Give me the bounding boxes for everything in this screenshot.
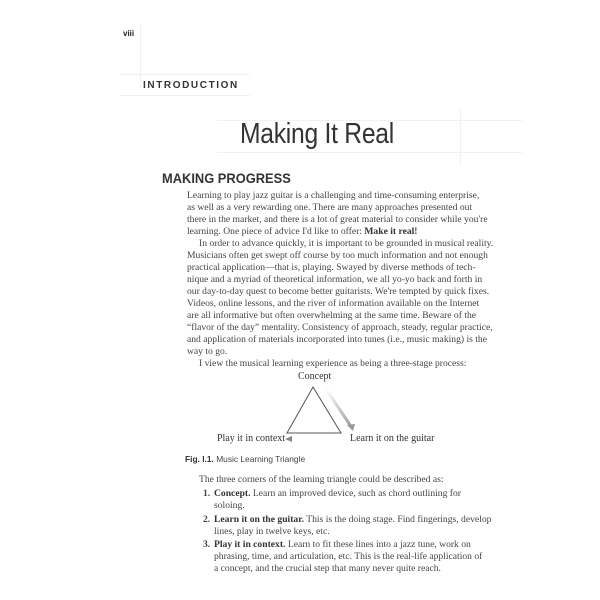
body-line: In order to advance quickly, it is important to be grounded in musical reality. (199, 238, 494, 249)
arrow-concept-to-guitar (326, 389, 355, 431)
list-text: This is the doing stage. Find fingerings, develop (306, 514, 492, 525)
list-number: 1. (203, 488, 211, 499)
list-item-line: lines, play in twelve keys, etc. (214, 526, 330, 537)
figure-caption (185, 454, 305, 464)
body-line: Musicians often get swept off course by too much information and not enough (187, 250, 488, 261)
list-term: Learn it on the guitar. (214, 514, 304, 525)
body-line: as well as a very rewarding one. There are many approaches presented out (187, 202, 473, 213)
triangle-shape (287, 387, 341, 433)
list-item (214, 539, 471, 551)
figure-label-play: Play it in context (217, 433, 286, 444)
chapter-title: Making It Real (240, 118, 394, 150)
list-intro: The three corners of the learning triangle could be described as: (199, 474, 444, 485)
body-line: are all informative but often overwhelming at the same time. Beware of the (187, 310, 477, 321)
section-label: INTRODUCTION (143, 80, 239, 91)
body-line: practical application—that is, playing. Swayed by diverse methods of tech- (187, 262, 476, 273)
figure-label-learn: Learn it on the guitar (350, 433, 435, 444)
body-line: there in the market, and there is a lot of great material to consider while you're (187, 214, 488, 225)
arrow-guitar-to-context (285, 436, 345, 442)
body-line: way to go. (187, 346, 228, 357)
body-line: and application of materials incorporated into tunes (i.e., music making) is the (187, 334, 487, 345)
list-item (214, 488, 461, 500)
list-term: Play it in context. (214, 539, 286, 550)
body-line: I view the musical learning experience as being a three-stage process: (199, 358, 467, 369)
caption-number: Fig. I.1. (185, 454, 214, 464)
body-text: learning. One piece of advice I'd like to offer: (187, 226, 365, 237)
list-number: 3. (203, 539, 211, 550)
list-item-line: a concept, and the crucial step that many never quite reach. (214, 563, 441, 574)
caption-text: Music Learning Triangle (216, 454, 306, 464)
list-item (214, 514, 492, 526)
body-line: Learning to play jazz guitar is a challenging and time-consuming enterprise, (187, 190, 480, 201)
list-text: Learn an improved device, such as chord outlining for (252, 488, 461, 499)
body-line: our day-to-day quest to become better guitarists. We're tempted by quick fixes. (187, 286, 490, 297)
list-item-line: phrasing, time, and articulation, etc. This is the real-life application of (214, 551, 483, 562)
body-line: “flavor of the day” mentality. Consistency of approach, steady, regular practice, (187, 322, 493, 333)
list-item-line: soloing. (214, 500, 245, 511)
list-text: Learn to fit these lines into a jazz tune, work on (287, 539, 471, 550)
body-line: Videos, online lessons, and the river of information available on the Internet (187, 298, 480, 309)
figure-label-concept: Concept (298, 371, 332, 382)
body-line: nique and a myriad of theoretical information, we all yo-yo back and forth in (187, 274, 483, 285)
list-number: 2. (203, 514, 211, 525)
page-number: viii (123, 29, 135, 38)
list-term: Concept. (214, 488, 251, 499)
emphasis-text: Make it real! (364, 226, 418, 237)
section-heading: MAKING PROGRESS (162, 170, 291, 186)
